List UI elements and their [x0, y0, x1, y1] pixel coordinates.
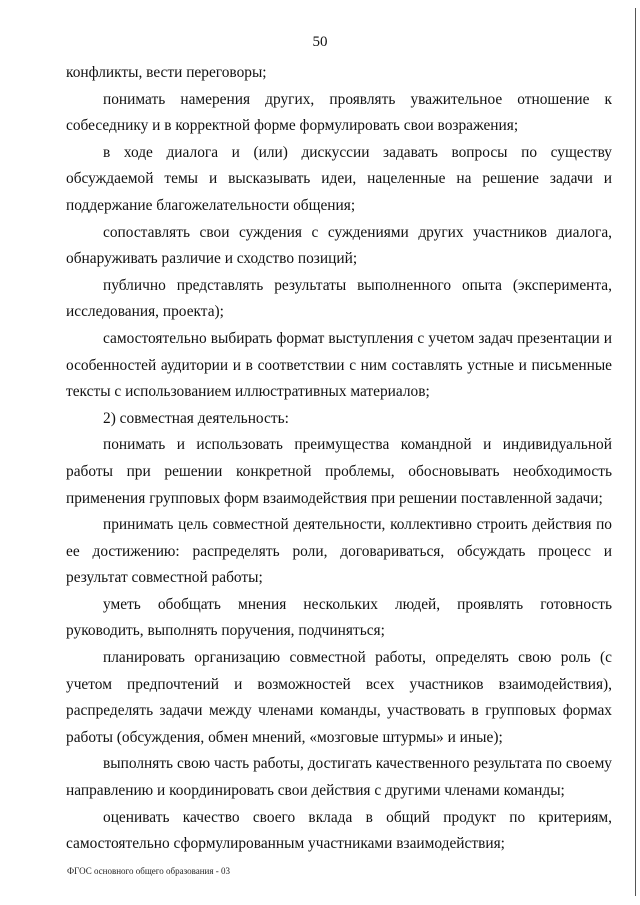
page-edge-line [635, 8, 636, 896]
paragraph: понимать намерения других, проявлять уважительное отношение к собеседнику и в корректной форме формулировать свои возражения; [66, 90, 612, 135]
paragraph: публично представлять результаты выполненного опыта (эксперимента, исследования, проекта); [66, 276, 612, 321]
body-text [66, 60, 612, 858]
footer-text: ФГОС основного общего образования - 03 [67, 866, 230, 876]
paragraph: сопоставлять свои суждения с суждениями других участников диалога, обнаруживать различие и сходство позиций; [66, 223, 612, 268]
paragraph: самостоятельно выбирать формат выступления с учетом задач презентации и особенностей аудитории и в соответствии с ним составлять устные и письменные тексты с использованием иллюстративных материалов; [66, 329, 612, 401]
paragraph: планировать организацию совместной работы, определять свою роль (с учетом предпочтений и возможностей всех участников взаимодействия), распределять задачи между членами команды, участвовать в групповых формах работы (обсуждения, обмен мнений, «мозговые штурмы» и иные); [66, 649, 612, 746]
paragraph: оценивать качество своего вклада в общий продукт по критериям, самостоятельно сформулированным участниками взаимодействия; [66, 808, 612, 853]
paragraph: конфликты, вести переговоры; [66, 64, 267, 81]
section-heading: 2) совместная деятельность: [103, 409, 289, 427]
paragraph: уметь обобщать мнения нескольких людей, проявлять готовность руководить, выполнять поручения, подчиняться; [66, 595, 612, 640]
paragraph: выполнять свою часть работы, достигать качественного результата по своему направлению и координировать свои действия с другими членами команды; [66, 755, 612, 800]
paragraph: в ходе диалога и (или) дискуссии задавать вопросы по существу обсуждаемой темы и высказывать идеи, нацеленные на решение задачи и поддержание благожелательности общения; [66, 143, 612, 214]
page-number: 50 [312, 34, 328, 50]
paragraph: принимать цель совместной деятельности, коллективно строить действия по ее достижению: распределять роли, договариваться, обсуждать процесс и результат совместной работы; [66, 516, 612, 587]
paragraph: понимать и использовать преимущества командной и индивидуальной работы при решении конкретной проблемы, обосновывать необходимость применения групповых форм взаимодействия при решении поставленной задачи; [66, 436, 612, 507]
